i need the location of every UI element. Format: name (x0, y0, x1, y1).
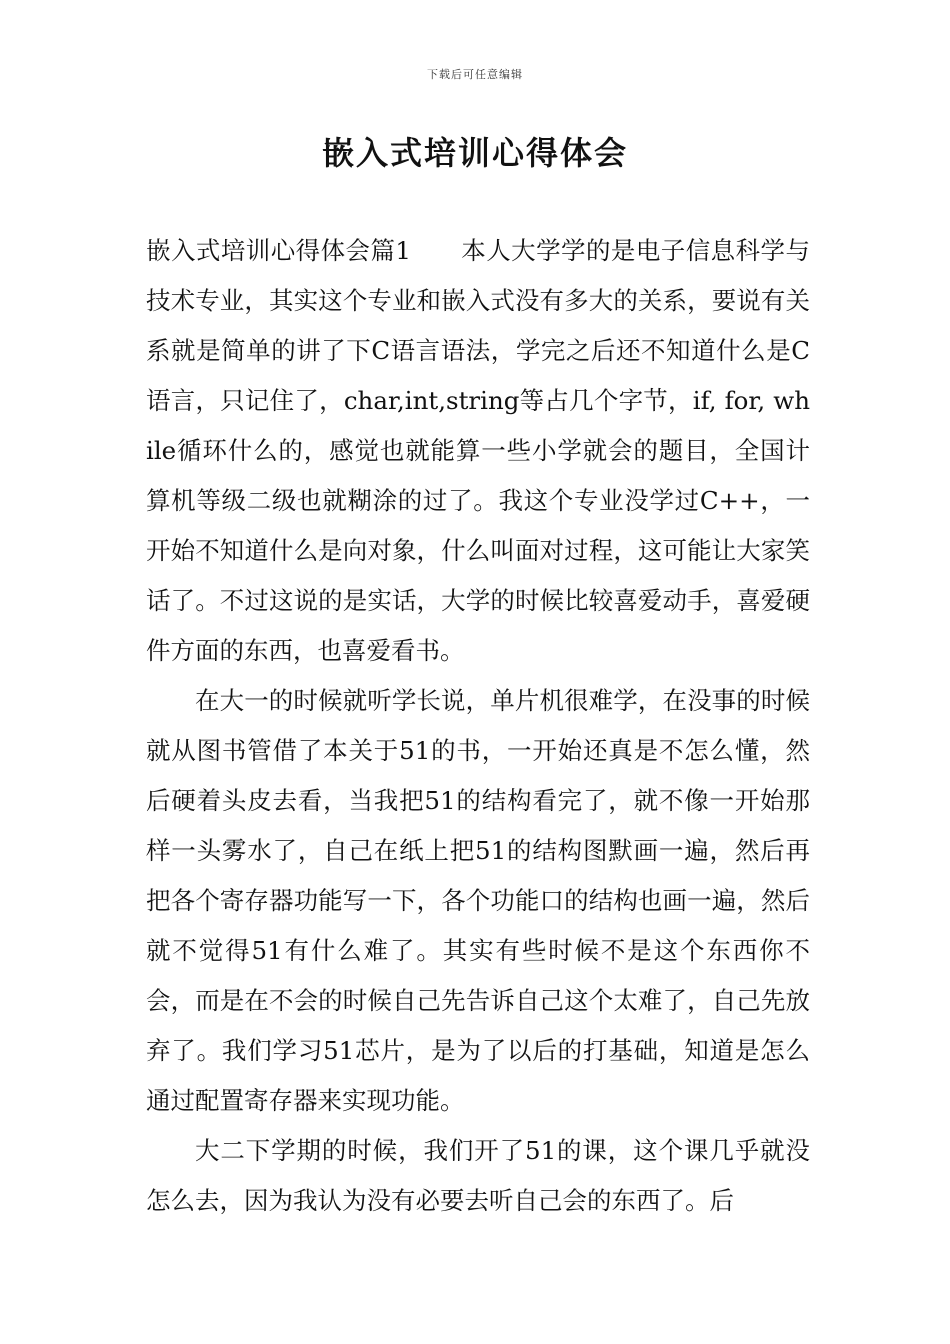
paragraph-3: 大二下学期的时候，我们开了51的课，这个课几乎就没怎么去，因为我认为没有必要去听自己会的东西了。后 (146, 1136, 810, 1215)
paragraph-1: 嵌入式培训心得体会篇1 本人大学学的是电子信息科学与技术专业，其实这个专业和嵌入式没有多大的关系，要说有关系就是简单的讲了下C语言语法，学完之后还不知道什么是C语言，只记住了，char,int,string等占几个字节，if, for, while循环什么的，感觉也就能算一些小学就会的题目，全国计算机等级二级也就糊涂的过了。我这个专业没学过C++，一开始不知道什么是向对象，什么叫面对过程，这可能让大家笑话了。不过这说的是实话，大学的时候比较喜爱动手，喜爱硬件方面的东西，也喜爱看书。 (146, 236, 810, 665)
paragraph-2: 在大一的时候就听学长说，单片机很难学，在没事的时候就从图书管借了本关于51的书，一开始还真是不怎么懂，然后硬着头皮去看，当我把51的结构看完了，就不像一开始那样一头雾水了，自己在纸上把51的结构图默画一遍，然后再把各个寄存器功能写一下，各个功能口的结构也画一遍，然后就不觉得51有什么难了。其实有些时候不是这个东西你不会，而是在不会的时候自己先告诉自己这个太难了，自己先放弃了。我们学习51芯片，是为了以后的打基础，知道是怎么通过配置寄存器来实现功能。 (146, 686, 810, 1115)
header-note: 下载后可任意编辑 (427, 68, 523, 81)
document-title: 嵌入式培训心得体会 (321, 134, 628, 172)
document-body (146, 226, 810, 1226)
